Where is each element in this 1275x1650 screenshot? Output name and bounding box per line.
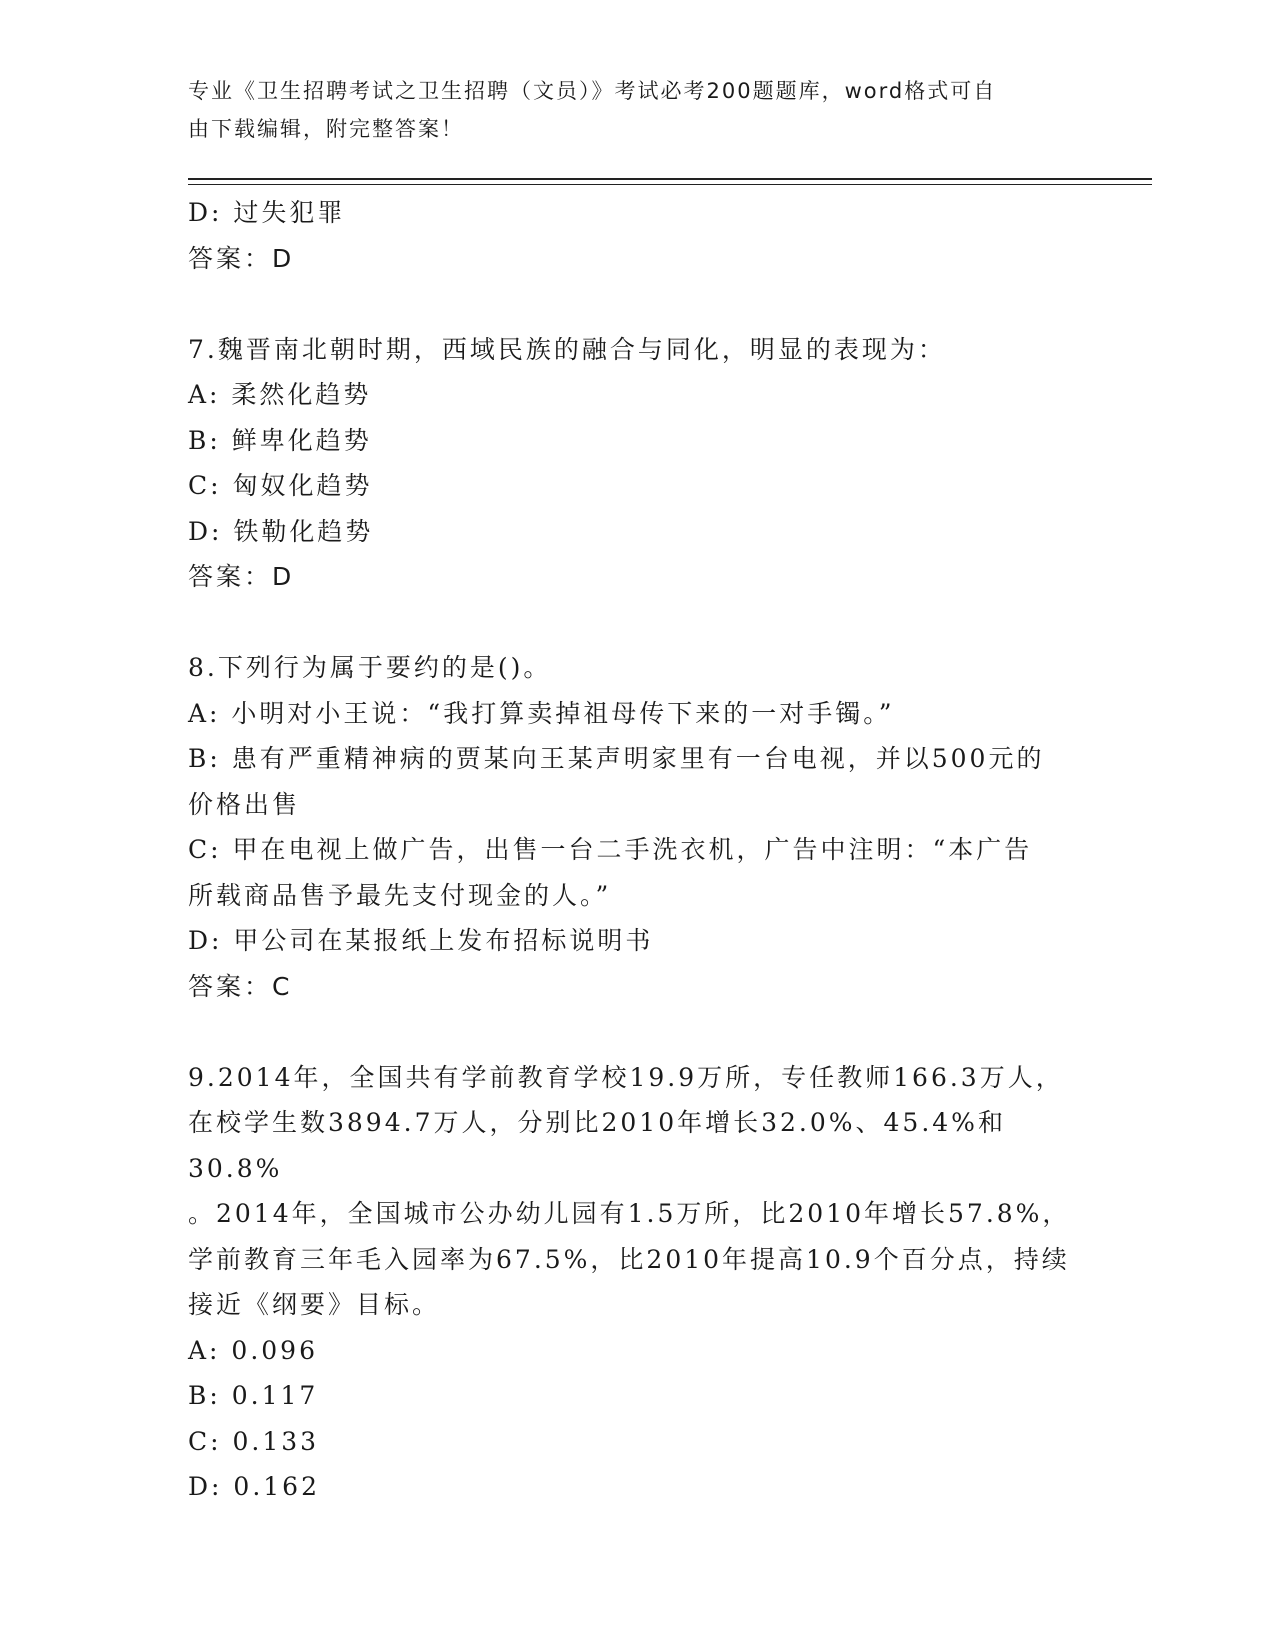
option-d: D: 铁勒化趋势 bbox=[188, 516, 374, 546]
option-a: A: 柔然化趋势 bbox=[188, 380, 372, 409]
option-b-line-1: B: 患有严重精神病的贾某向王某声明家里有一台电视，并以500元的 bbox=[188, 744, 1045, 773]
spacer bbox=[188, 600, 1088, 646]
option-c: C: 0.133 bbox=[188, 1426, 320, 1456]
option-a: A: 小明对小王说：“我打算卖掉祖母传下来的一对手镯。” bbox=[188, 698, 895, 728]
option-b-line-2: 价格出售 bbox=[188, 789, 301, 819]
header-line-1: 专业《卫生招聘考试之卫生招聘（文员）》考试必考200题题库，word格式可自 bbox=[188, 79, 997, 103]
option-c: C: 匈奴化趋势 bbox=[188, 471, 373, 500]
question-9 bbox=[188, 1055, 1088, 1510]
option-c-line-1: C: 甲在电视上做广告，出售一台二手洗衣机，广告中注明：“本广告 bbox=[188, 835, 1033, 864]
header-line-2: 由下载编辑，附完整答案！ bbox=[188, 117, 464, 141]
header-rule-thin bbox=[188, 184, 1152, 185]
header-rule-thick bbox=[188, 178, 1152, 180]
question-stem-line: 在校学生数3894.7万人，分别比2010年增长32.0%、45.4%和30.8% bbox=[188, 1108, 1006, 1183]
question-stem: 7.魏晋南北朝时期，西域民族的融合与同化，明显的表现为： bbox=[188, 334, 946, 364]
answer-line: 答案：C bbox=[188, 971, 293, 1001]
question-stem-line: 接近《纲要》目标。 bbox=[188, 1290, 441, 1319]
question-stem-line: 。2014年，全国城市公办幼儿园有1.5万所，比2010年增长57.8%， bbox=[188, 1199, 1071, 1228]
spacer bbox=[188, 281, 1088, 327]
option-d: D: 甲公司在某报纸上发布招标说明书 bbox=[188, 926, 654, 955]
option-a: A: 0.096 bbox=[188, 1335, 318, 1365]
spacer bbox=[188, 1009, 1088, 1055]
option-d: D: 0.162 bbox=[188, 1472, 320, 1501]
question-6-tail bbox=[188, 190, 1088, 281]
question-stem-line: 9.2014年，全国共有学前教育学校19.9万所，专任教师166.3万人， bbox=[188, 1062, 1064, 1092]
option-d: D: 过失犯罪 bbox=[188, 198, 346, 227]
option-c-line-2: 所载商品售予最先支付现金的人。” bbox=[188, 880, 612, 910]
question-8 bbox=[188, 645, 1088, 1009]
document-header bbox=[188, 72, 1068, 148]
option-b: B: 鲜卑化趋势 bbox=[188, 425, 372, 455]
question-7 bbox=[188, 327, 1088, 600]
question-stem-line: 学前教育三年毛入园率为67.5%，比2010年提高10.9个百分点，持续 bbox=[188, 1244, 1070, 1274]
option-b: B: 0.117 bbox=[188, 1381, 319, 1410]
answer-line: 答案：D bbox=[188, 562, 295, 591]
question-stem: 8.下列行为属于要约的是()。 bbox=[188, 653, 552, 682]
answer-line: 答案：D bbox=[188, 243, 295, 273]
question-list bbox=[188, 190, 1088, 1510]
